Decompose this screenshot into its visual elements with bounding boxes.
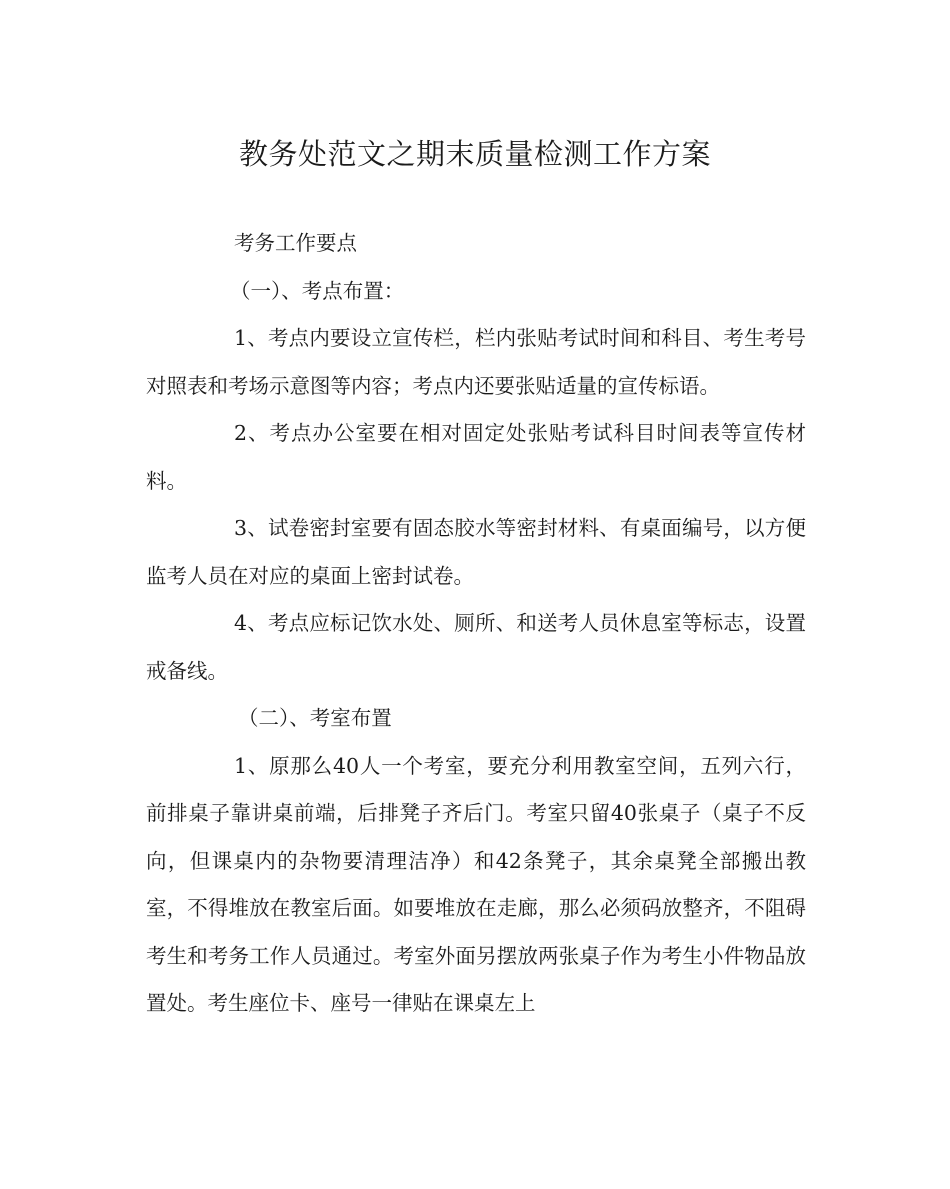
document-title: 教务处范文之期末质量检测工作方案 <box>238 137 711 171</box>
subsection-heading: （二）、考室布置 <box>238 706 392 730</box>
section-heading: 考务工作要点 <box>234 231 357 255</box>
paragraph: 1、考点内要设立宣传栏，栏内张贴考试时间和科目、考生考号对照表和考场示意图等内容；考点内还要张贴适量的宣传标语。 <box>146 326 806 398</box>
subsection-heading: （一）、考点布置： <box>230 278 405 303</box>
paragraph: 2、考点办公室要在相对固定处张贴考试科目时间表等宣传材料。 <box>146 421 806 493</box>
paragraph: 3、试卷密封室要有固态胶水等密封材料、有桌面编号，以方便监考人员在对应的桌面上密封试卷。 <box>146 516 806 588</box>
paragraph: 4、考点应标记饮水处、厕所、和送考人员休息室等标志，设置戒备线。 <box>146 611 806 683</box>
paragraph: 1、原那么40人一个考室，要充分利用教室空间，五列六行，前排桌子靠讲桌前端，后排凳子齐后门。考室只留40张桌子（桌子不反向，但课桌内的杂物要清理洁净）和42条凳子，其余桌凳全部搬出教室，不得堆放在教室后面。如要堆放在走廊，那么必须码放整齐，不阻碍考生和考务工作人员通过。考室外面另摆放两张桌子作为考生小件物品放置处。考生座位卡、座号一律贴在课桌左上 <box>146 753 806 1015</box>
document-body <box>146 220 806 1028</box>
